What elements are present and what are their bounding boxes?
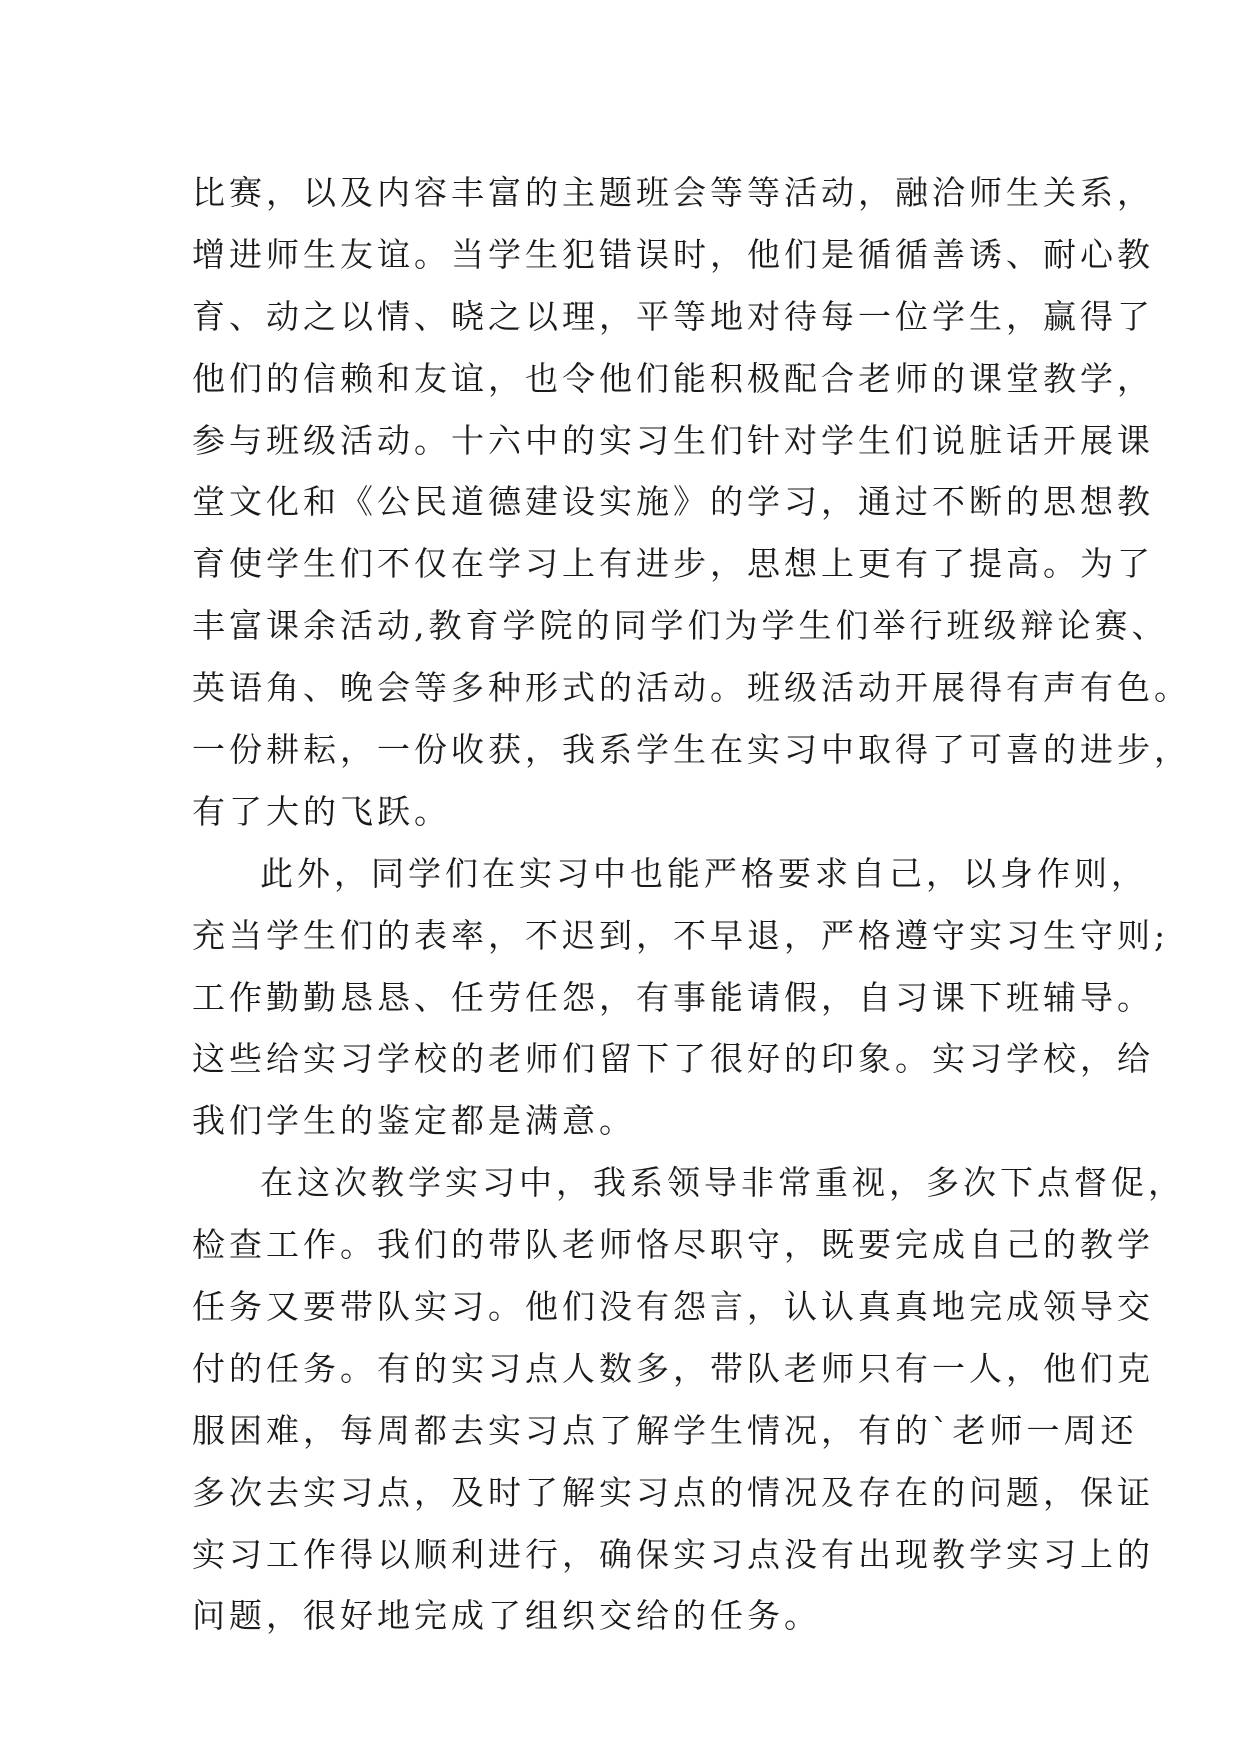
text-line: 英语角、晚会等多种形式的活动。班级活动开展得有声有色。 bbox=[192, 668, 1191, 708]
text-line: 育使学生们不仅在学习上有进步，思想上更有了提高。为了 bbox=[192, 544, 1154, 584]
text-line: 多次去实习点，及时了解实习点的情况及存在的问题，保证 bbox=[192, 1472, 1154, 1512]
text-line: 检查工作。我们的带队老师恪尽职守，既要完成自己的教学 bbox=[192, 1225, 1154, 1265]
body-text bbox=[192, 162, 1191, 1647]
text-line: 我们学生的鉴定都是满意。 bbox=[192, 1101, 636, 1141]
text-line: 丰富课余活动,教育学院的同学们为学生们举行班级辩论赛、 bbox=[192, 606, 1169, 646]
text-line: 服困难，每周都去实习点了解学生情况，有的`老师一周还 bbox=[192, 1410, 1138, 1450]
text-line: 比赛，以及内容丰富的主题班会等等活动，融洽师生关系， bbox=[192, 173, 1154, 212]
text-line: 实习工作得以顺利进行，确保实习点没有出现教学实习上的 bbox=[192, 1534, 1154, 1574]
text-line: 工作勤勤恳恳、任劳任怨，有事能请假，自习课下班辅导。 bbox=[192, 977, 1154, 1017]
text-line: 问题，很好地完成了组织交给的任务。 bbox=[192, 1596, 821, 1636]
text-line: 付的任务。有的实习点人数多，带队老师只有一人，他们克 bbox=[192, 1348, 1154, 1388]
text-line: 一份耕耘，一份收获，我系学生在实习中取得了可喜的进步， bbox=[192, 730, 1191, 770]
text-line: 增进师生友谊。当学生犯错误时，他们是循循善诱、耐心教 bbox=[192, 234, 1154, 274]
text-line: 堂文化和《公民道德建设实施》的学习，通过不断的思想教 bbox=[192, 482, 1154, 522]
text-line: 充当学生们的表率，不迟到，不早退，严格遵守实习生守则; bbox=[192, 915, 1170, 955]
paragraph-first-line: 此外，同学们在实习中也能严格要求自己，以身作则， bbox=[260, 853, 1148, 893]
text-line: 有了大的飞跃。 bbox=[192, 791, 451, 831]
text-line: 任务又要带队实习。他们没有怨言，认认真真地完成领导交 bbox=[192, 1287, 1154, 1327]
text-line: 他们的信赖和友谊，也令他们能积极配合老师的课堂教学， bbox=[192, 358, 1154, 398]
text-line: 这些给实习学校的老师们留下了很好的印象。实习学校，给 bbox=[192, 1039, 1154, 1079]
text-line: 参与班级活动。十六中的实习生们针对学生们说脏话开展课 bbox=[192, 420, 1154, 460]
text-line: 育、动之以情、晓之以理，平等地对待每一位学生，赢得了 bbox=[192, 296, 1154, 336]
paragraph-first-line: 在这次教学实习中，我系领导非常重视，多次下点督促， bbox=[260, 1163, 1185, 1203]
